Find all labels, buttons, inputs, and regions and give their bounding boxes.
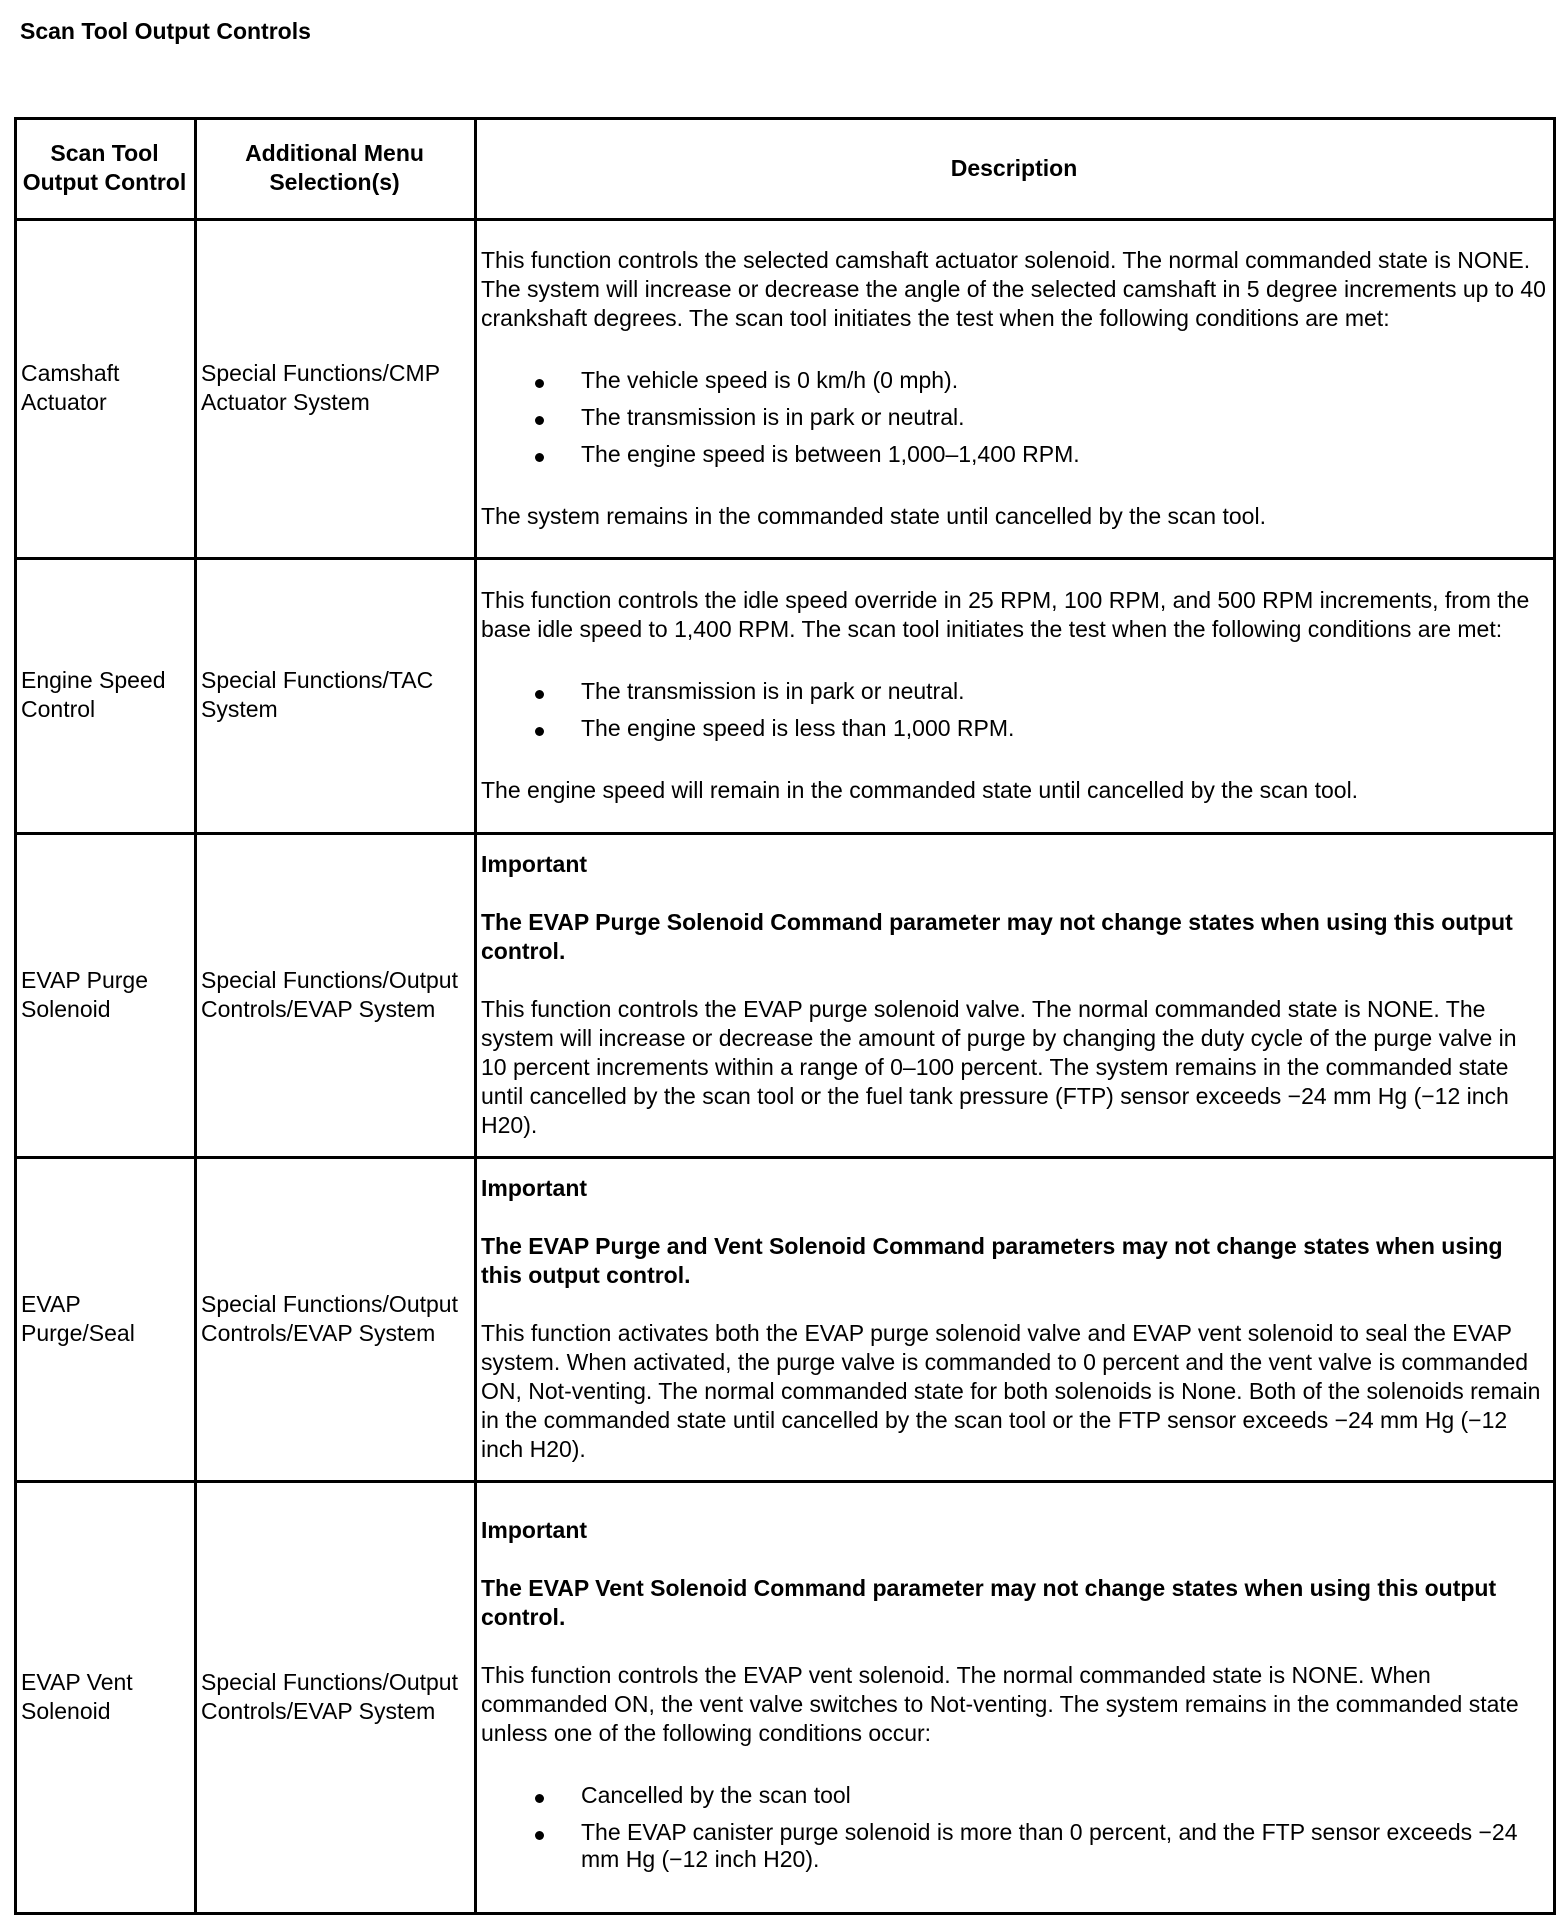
bullet-icon xyxy=(535,379,544,388)
description-outro: The engine speed will remain in the commanded state until cancelled by the scan tool. xyxy=(481,776,1359,803)
important-text: The EVAP Purge Solenoid Command parameter may not change states when using this output control. xyxy=(481,908,1513,964)
conditions-list xyxy=(481,1777,1547,1878)
menu-selection: Special Functions/Output Controls/EVAP System xyxy=(196,834,476,1158)
control-name: Camshaft Actuator xyxy=(16,220,196,559)
bullet-icon xyxy=(535,416,544,425)
important-label: Important xyxy=(481,850,588,877)
table-row xyxy=(16,1158,1555,1482)
list-item: The EVAP canister purge solenoid is more than 0 percent, and the FTP sensor exceeds −24 mm Hg (−12 inch H20). xyxy=(481,1814,1547,1878)
menu-selection: Special Functions/Output Controls/EVAP System xyxy=(196,1158,476,1482)
bullet-icon xyxy=(535,690,544,699)
list-item: The engine speed is between 1,000–1,400 RPM. xyxy=(481,436,1547,473)
output-controls-table xyxy=(14,117,1556,1915)
table-row xyxy=(16,559,1555,834)
important-label: Important xyxy=(481,1174,588,1201)
list-item: The engine speed is less than 1,000 RPM. xyxy=(481,710,1547,747)
bullet-icon xyxy=(535,453,544,462)
control-name: EVAP Purge/Seal xyxy=(16,1158,196,1482)
list-item: Cancelled by the scan tool xyxy=(481,1777,1547,1814)
description-outro: The system remains in the commanded state until cancelled by the scan tool. xyxy=(481,502,1266,529)
conditions-list xyxy=(481,673,1547,747)
list-item: The transmission is in park or neutral. xyxy=(481,673,1547,710)
important-label: Important xyxy=(481,1516,588,1543)
page-title: Scan Tool Output Controls xyxy=(20,18,311,44)
table-row xyxy=(16,220,1555,559)
table-row xyxy=(16,1482,1555,1914)
menu-selection: Special Functions/CMP Actuator System xyxy=(196,220,476,559)
header-scan-tool-output-control: Scan Tool Output Control xyxy=(16,119,196,220)
bullet-icon xyxy=(535,727,544,736)
list-item: The transmission is in park or neutral. xyxy=(481,399,1547,436)
description-intro: This function controls the selected camshaft actuator solenoid. The normal commanded state is NONE. The system will increase or decrease the angle of the selected camshaft in 5 degree increments up to 40 crankshaft degrees. The scan tool initiates the test when the following conditions are met: xyxy=(481,246,1546,331)
description-intro: This function controls the idle speed override in 25 RPM, 100 RPM, and 500 RPM increments, from the base idle speed to 1,400 RPM. The scan tool initiates the test when the following conditions are met: xyxy=(481,586,1530,642)
conditions-list xyxy=(481,362,1547,473)
control-name: Engine Speed Control xyxy=(16,559,196,834)
description-body: This function controls the EVAP purge solenoid valve. The normal commanded state is NONE. The system will increase or decrease the amount of purge by changing the duty cycle of the purge valve in 10 percent increments within a range of 0–100 percent. The system remains in the commanded state until cancelled by the scan tool or the fuel tank pressure (FTP) sensor exceeds −24 mm Hg (−12 inch H20). xyxy=(481,995,1517,1138)
important-text: The EVAP Purge and Vent Solenoid Command parameters may not change states when using this output control. xyxy=(481,1232,1503,1288)
description-cell xyxy=(476,220,1555,559)
description-body: This function controls the EVAP vent solenoid. The normal commanded state is NONE. When commanded ON, the vent valve switches to Not-venting. The system remains in the commanded state unless one of the following conditions occur: xyxy=(481,1661,1519,1746)
header-description: Description xyxy=(476,119,1555,220)
control-name: EVAP Vent Solenoid xyxy=(16,1482,196,1914)
description-body: This function activates both the EVAP purge solenoid valve and EVAP vent solenoid to seal the EVAP system. When activated, the purge valve is commanded to 0 percent and the vent valve is commanded ON, Not-venting. The normal commanded state for both solenoids is None. Both of the solenoids remain in the commanded state until cancelled by the scan tool or the FTP sensor exceeds −24 mm Hg (−12 inch H20). xyxy=(481,1319,1541,1462)
table-row xyxy=(16,834,1555,1158)
header-additional-menu-selections: Additional Menu Selection(s) xyxy=(196,119,476,220)
description-cell xyxy=(476,834,1555,1158)
bullet-icon xyxy=(535,1831,544,1840)
bullet-icon xyxy=(535,1794,544,1803)
control-name: EVAP Purge Solenoid xyxy=(16,834,196,1158)
list-item: The vehicle speed is 0 km/h (0 mph). xyxy=(481,362,1547,399)
description-cell xyxy=(476,1482,1555,1914)
description-cell xyxy=(476,1158,1555,1482)
important-text: The EVAP Vent Solenoid Command parameter may not change states when using this output control. xyxy=(481,1574,1497,1630)
menu-selection: Special Functions/TAC System xyxy=(196,559,476,834)
description-cell xyxy=(476,559,1555,834)
menu-selection: Special Functions/Output Controls/EVAP System xyxy=(196,1482,476,1914)
header-row xyxy=(16,119,1555,220)
